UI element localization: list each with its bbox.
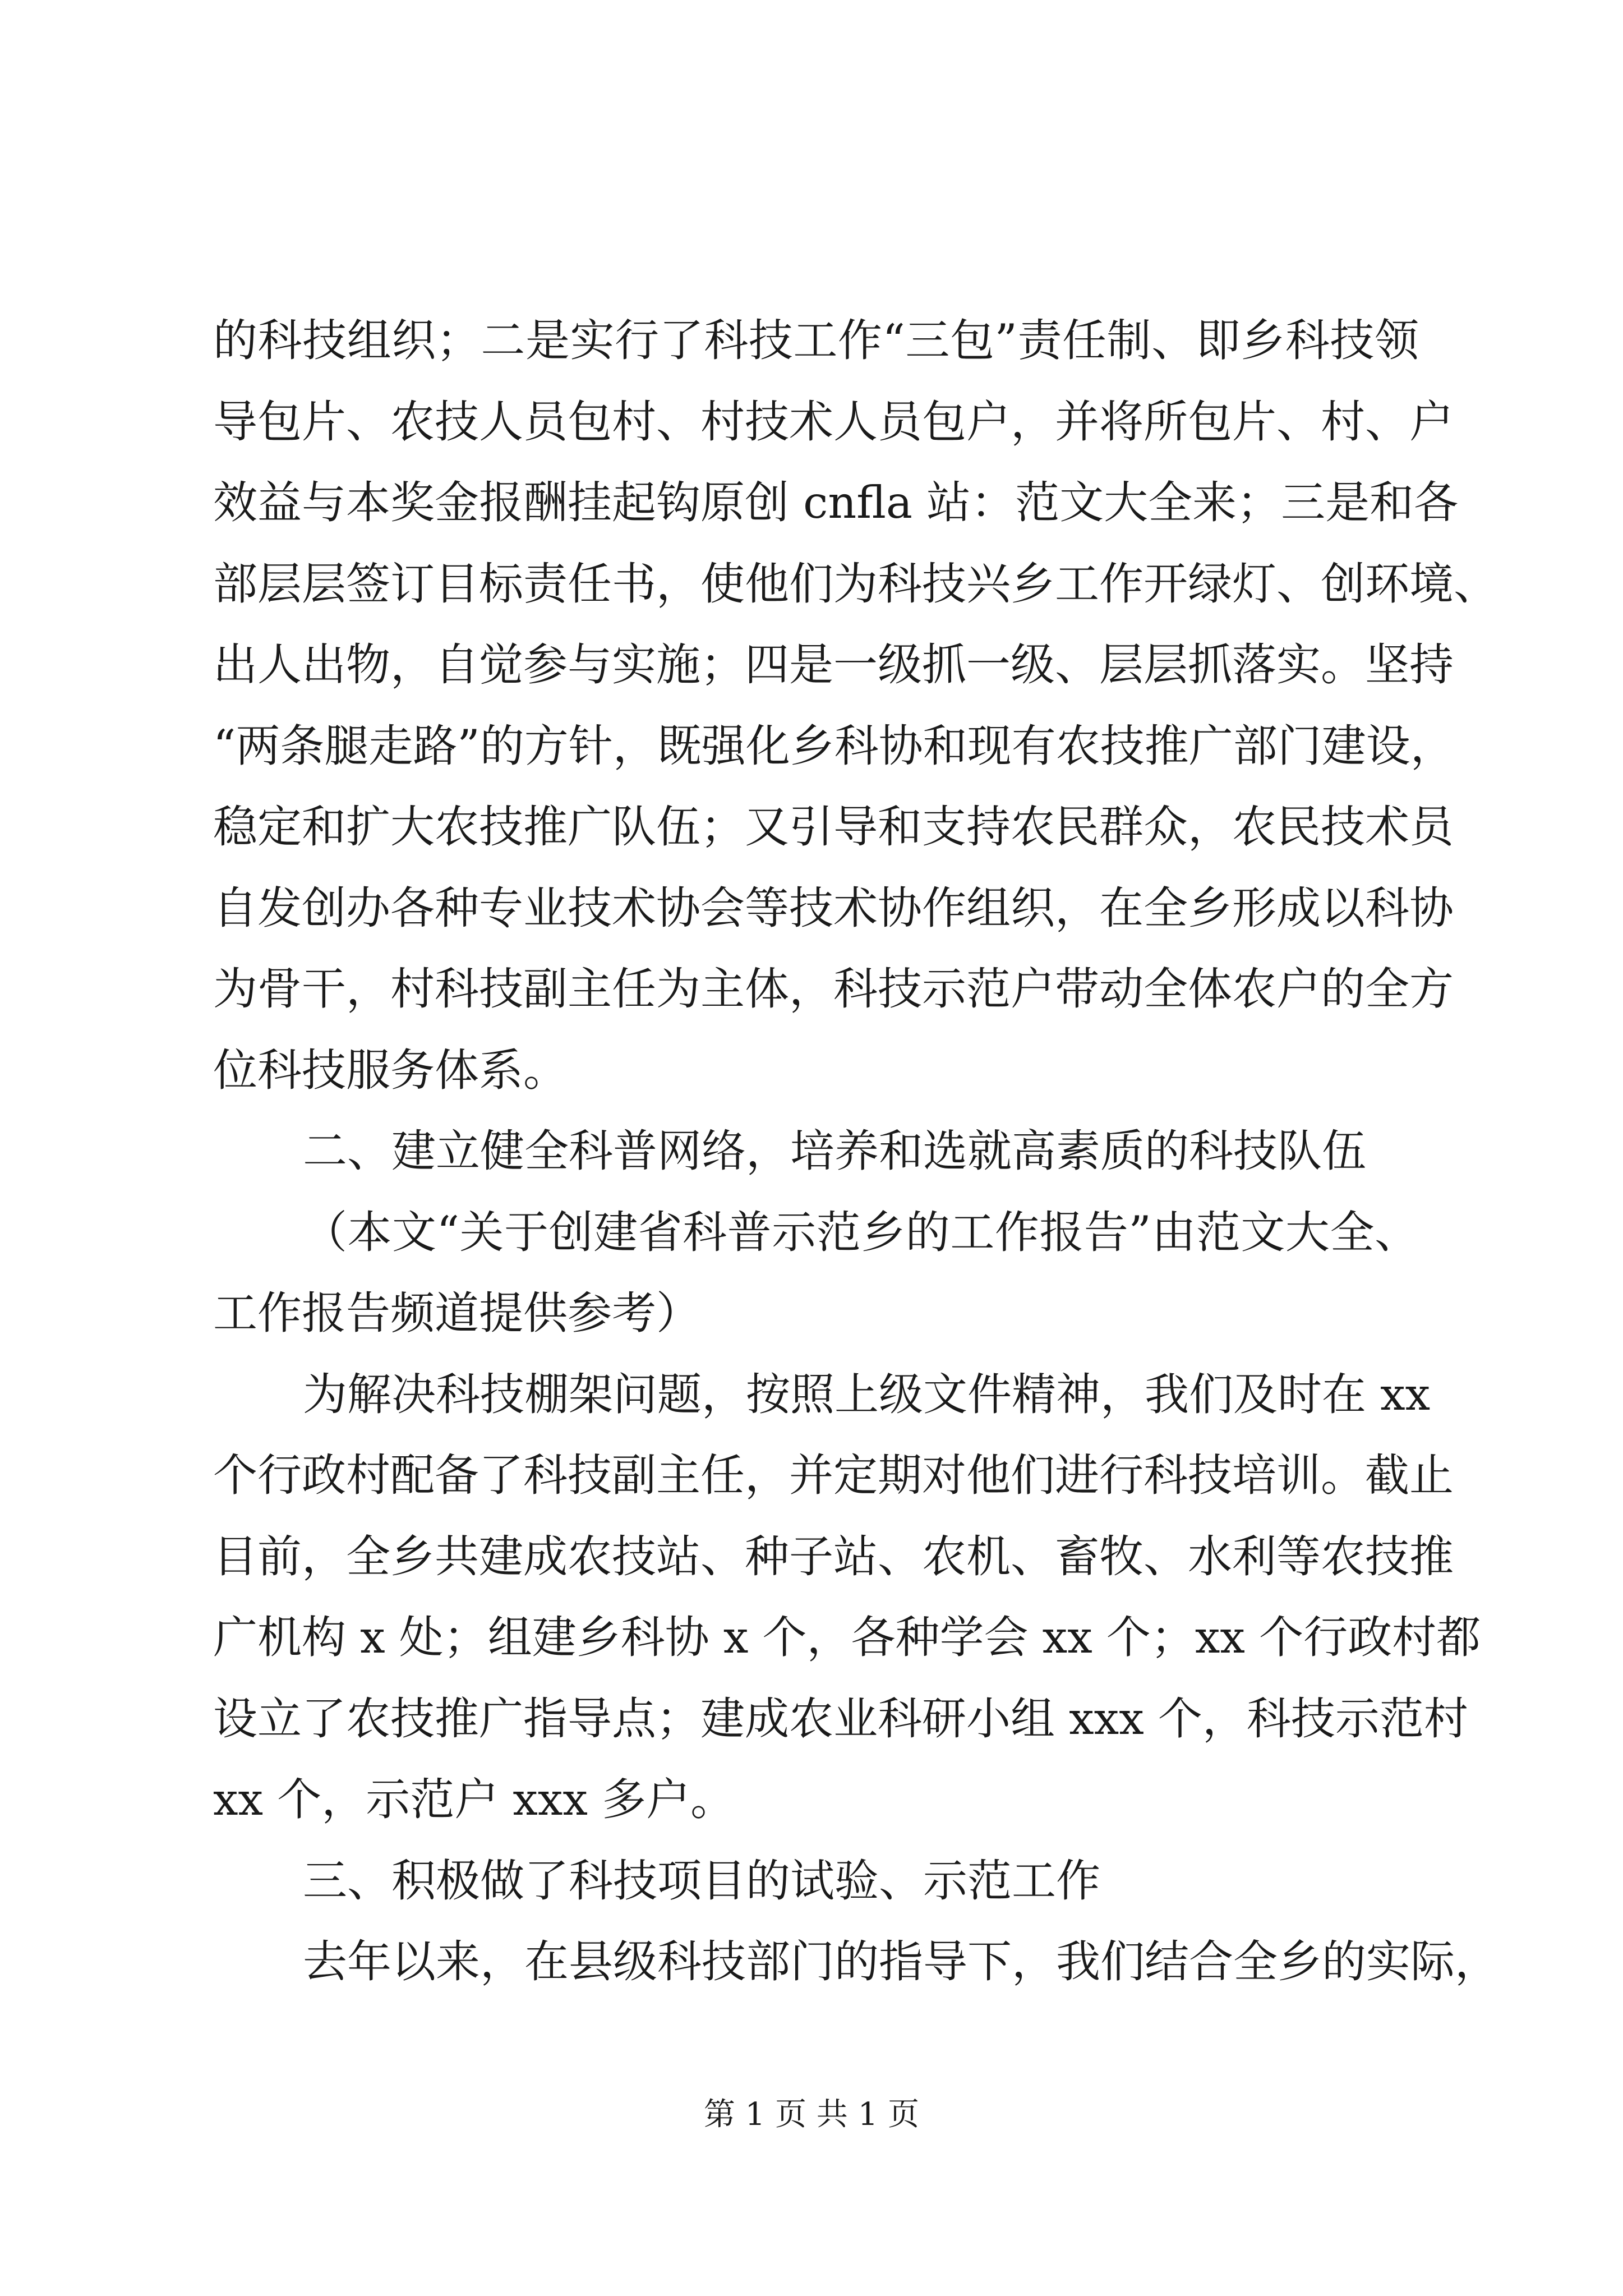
text-line: 目前，全乡共建成农技站、种子站、农机、畜牧、水利等农技推 bbox=[213, 1530, 1454, 1582]
text-line: “两条腿走路”的方针，既强化乡科协和现有农技推广部门建设， bbox=[213, 720, 1455, 772]
page-footer: 第 1 页 共 1 页 bbox=[703, 2096, 920, 2133]
text-line: 个行政村配备了科技副主任，并定期对他们进行科技培训。截止 bbox=[213, 1450, 1454, 1501]
text-line: 出人出物，自觉参与实施；四是一级抓一级、层层抓落实。坚持 bbox=[213, 639, 1454, 691]
section-heading: 三、积极做了科技项目的试验、示范工作 bbox=[303, 1855, 1100, 1907]
document-body bbox=[213, 300, 1499, 2003]
text-line: 为解决科技棚架问题，按照上级文件精神，我们及时在 xx bbox=[303, 1368, 1431, 1420]
text-line: （本文“关于创建省科普示范乡的工作报告”由范文大全、 bbox=[303, 1206, 1419, 1258]
text-line: 位科技服务体系。 bbox=[213, 1044, 568, 1096]
section-heading: 二、建立健全科普网络，培养和选就高素质的科技队伍 bbox=[303, 1125, 1366, 1177]
text-line: 广机构 x 处；组建乡科协 x 个，各种学会 xx 个；xx 个行政村都 bbox=[213, 1612, 1481, 1663]
text-line: 设立了农技推广指导点；建成农业科研小组 xxx 个，科技示范村 bbox=[213, 1692, 1468, 1745]
text-line: 部层层签订目标责任书，使他们为科技兴乡工作开绿灯、创环境、 bbox=[213, 558, 1498, 610]
text-line: 工作报告频道提供参考） bbox=[213, 1287, 700, 1339]
text-line: 自发创办各种专业技术协会等技术协作组织，在全乡形成以科协 bbox=[213, 882, 1454, 934]
text-line: 效益与本奖金报酬挂起钩原创 cnfla 站：范文大全来；三是和各 bbox=[213, 477, 1459, 528]
text-line: 为骨干，村科技副主任为主体，科技示范户带动全体农户的全方 bbox=[213, 963, 1454, 1015]
text-line: 稳定和扩大农技推广队伍；又引导和支持农民群众，农民技术员 bbox=[213, 801, 1454, 853]
text-line: xx 个，示范户 xxx 多户。 bbox=[213, 1774, 735, 1825]
text-line: 的科技组织；二是实行了科技工作“三包”责任制、即乡科技领 bbox=[213, 315, 1419, 366]
text-line: 去年以来，在县级科技部门的指导下，我们结合全乡的实际， bbox=[303, 1936, 1499, 1987]
text-line: 导包片、农技人员包村、村技术人员包户，并将所包片、村、户 bbox=[213, 395, 1454, 448]
